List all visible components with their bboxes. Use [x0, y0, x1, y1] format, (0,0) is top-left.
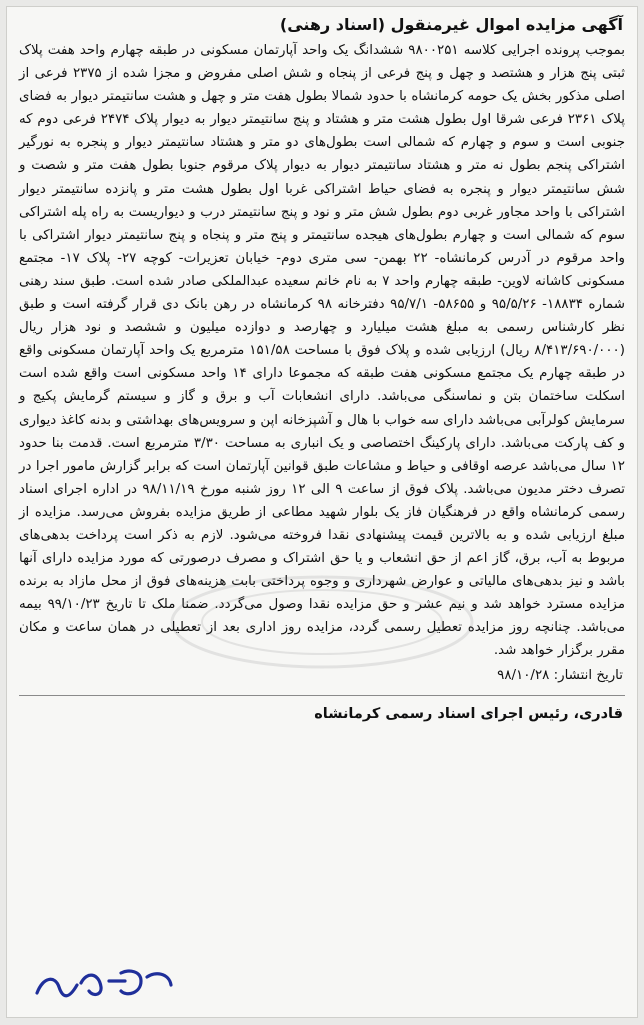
- publish-date: تاریخ انتشار: ۹۸/۱۰/۲۸: [497, 667, 623, 683]
- notice-title: آگهی مزایده اموال غیرمنقول (اسناد رهنی): [279, 15, 623, 34]
- notice-body: بموجب پرونده اجرایی کلاسه ۹۸۰۰۲۵۱ ششدانگ یک واحد آپارتمان مسکونی در طبقه چهارم واحد هفت پلاک ثبتی پنج هزار و هشتصد و چهل و پنج فرعی از پنجاه و شش اصلی مفروض و مجزا شده از ۲۳۷۵ فرعی از اصلی مذکور بخش یک حومه کرمانشاه با حدود شمالا بطول هفت متر و چهل و هشت سانتیمتر دیوار به فضای پلاک ۲۳۶۱ فرعی شرقا اول بطول هشت متر و هشتاد و پنج سانتیمتر دیوار به دیوار پلاک ۲۴۷۴ فرعی دوم که جنوبی است و سوم و چهارم که شمالی است بطول‌های دو متر و هشتاد سانتیمتر دیوار و پنجره به نورگیر اشتراکی پنجم بطول نه متر و هشتاد سانتیمتر دیوار به دیوار پلاک مرقوم جنوبا بطول هفت متر و شصت و شش سانتیمتر دیوار و پنجره به فضای حیاط اشتراکی غربا اول بطول هشت متر و پانزده سانتیمتر دیوار اشتراکی با واحد مجاور غربی دوم بطول شش متر و نود و پنج سانتیمتر درب و دیواریست به راه پله اشتراکی سوم که شمالی است و چهارم بطول‌های هیجده سانتیمتر و پنج متر و پنجاه و پنج سانتیمتر دیوار اشتراکی با واحد مرقوم در آدرس کرمانشاه- ۲۲ بهمن- سی متری دوم- خیابان تعزیرات- کوچه ۲۷- پلاک ۱۷- مجتمع مسکونی کاشانه لاوین- طبقه چهارم واحد ۷ به نام خانم سعیده عبدالملکی صادر شده است. طبق سند رهنی شماره ۱۸۸۳۴- ۹۵/۵/۲۶ و ۵۸۶۵۵- ۹۵/۷/۱ دفترخانه ۹۸ کرمانشاه در رهن بانک دی قرار گرفته است و طبق نظر کارشناس رسمی به مبلغ هشت میلیارد و چهارصد و دوازده میلیون و ششصد و نود هزار ریال (۸/۴۱۳/۶۹۰/۰۰۰ ریال) ارزیابی شده و پلاک فوق با مساحت ۱۵۱/۵۸ مترمربع یک واحد آپارتمان مسکونی واقع در طبقه چهارم یک مجتمع مسکونی هفت طبقه که مجموعا دارای ۱۴ واحد مسکونی است واقع شده است اسکلت ساختمان بتن و نماسنگی می‌باشد. دارای انشعابات آب و برق و گاز و سیستم گرمایش پکیج و سرمایش کولرآبی می‌باشد دارای سه خواب با هال و آشپزخانه اپن و سرویس‌های بهداشتی و بدنه کاغذ دیواری و کف پارکت می‌باشد. دارای پارکینگ اختصاصی و یک انباری به مساحت ۳/۳۰ مترمربع است. قدمت بنا حدود ۱۲ سال می‌باشد عرصه اوقافی و حیاط و مشاعات طبق قوانین آپارتمان است که برابر گزارش مامور اجرا در تصرف دختر مدیون می‌باشد. پلاک فوق از ساعت ۹ الی ۱۲ روز شنبه مورخ ۹۸/۱۱/۱۹ در اداره اجرای اسناد رسمی کرمانشاه واقع در فرهنگیان فاز یک بلوار شهید مطاعی از طریق مزایده بفروش می‌رسد. مزایده از مبلغ ارزیابی شده و به بالاترین قیمت پیشنهادی نقدا فروخته می‌شود. لازم به ذکر است پرداخت بدهی‌های مربوط به آب، برق، گاز اعم از حق انشعاب و یا حق اشتراک و مصرف درصورتی که مورد مزایده دارای آنها باشد و نیز بدهی‌های مالیاتی و عوارض شهرداری و وجوه پرداختی بابت هزینه‌های فوق از محل مازاد به برنده مزایده مسترد خواهد شد و نیم عشر و حق مزایده نقدا وصول می‌گردد. ضمنا ملک تا تاریخ ۹۹/۱۰/۲۳ بیمه می‌باشد. چنانچه روز مزایده تعطیل رسمی گردد، مزایده روز اداری بعد از تعطیلی در همان ساعت و مکان مقرر برگزار خواهد شد.: [19, 43, 626, 659]
- divider: [19, 695, 625, 696]
- signer-line: قادری، رئیس اجرای اسناد رسمی کرمانشاه: [314, 705, 623, 722]
- auction-notice: [6, 6, 638, 1018]
- handwritten-signature-icon: [29, 963, 179, 1007]
